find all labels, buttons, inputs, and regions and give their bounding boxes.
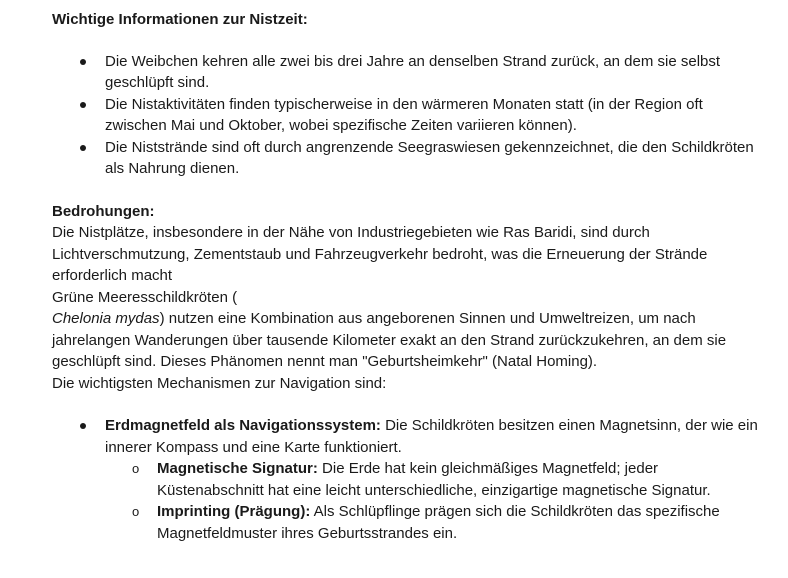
list-item: Die Nistaktivitäten finden typischerweise in den wärmeren Monaten statt (in der Region oft zwischen Mai und Oktober, wobei spezifische Zeiten variieren können). [52, 94, 768, 137]
sub-list-item [52, 458, 768, 501]
heading-nesting-info: Wichtige Informationen zur Nistzeit: [52, 11, 308, 28]
sub-list-item [52, 501, 768, 544]
mechanisms-list [52, 415, 768, 458]
sub-item-text: Die Erde hat kein gleichmäßiges Magnetfeld; jeder Küstenabschnitt hat eine leicht unterschiedliche, einzigartige magnetische Signatur. [157, 460, 711, 499]
intro-paragraph [52, 308, 768, 373]
sub-item-text: Als Schlüpflinge prägen sich die Schildkröten das spezifische Magnetfeldmuster ihres Geburtsstrandes ein. [157, 503, 720, 542]
intro-line: Grüne Meeresschildkröten ( [52, 288, 238, 306]
nesting-info-list [52, 51, 768, 180]
threats-paragraph: Die Nistplätze, insbesondere in der Nähe von Industriegebieten wie Ras Baridi, sind durch Lichtverschmutzung, Zementstaub und Fahrzeugverkehr bedroht, was die Erneuerung der Strände erforderlich macht [52, 224, 708, 284]
list-item: Die Niststrände sind oft durch angrenzende Seegraswiesen gekennzeichnet, die den Schildkröten als Nahrung dienen. [52, 137, 768, 180]
sub-item-title: Magnetische Signatur: [157, 460, 318, 477]
species-name: Chelonia mydas [52, 310, 160, 327]
mechanism-text: Die Schildkröten besitzen einen Magnetsinn, der wie ein innerer Kompass und eine Karte funktioniert. [105, 417, 758, 456]
heading-threats: Bedrohungen: [52, 202, 155, 220]
list-item: Die Weibchen kehren alle zwei bis drei Jahre an denselben Strand zurück, an dem sie selbst geschlüpft sind. [52, 51, 768, 94]
mechanism-sub-list [52, 458, 768, 544]
mechanism-title: Erdmagnetfeld als Navigationssystem: [105, 417, 381, 434]
spacer [52, 180, 768, 201]
intro-rest: ) nutzen eine Kombination aus angeborenen Sinnen und Umweltreizen, um nach jahrelangen Wanderungen über tausende Kilometer exakt an den Strand zurückzukehren, an dem sie geschlüpft sind. Dieses Phänomen nennt man "Geburtsheimkehr" (Natal Homing). [52, 310, 727, 370]
sub-item-title: Imprinting (Prägung): [157, 503, 311, 520]
spacer [52, 394, 768, 415]
list-item [52, 415, 768, 458]
mechanisms-intro: Die wichtigsten Mechanismen zur Navigation sind: [52, 374, 387, 392]
